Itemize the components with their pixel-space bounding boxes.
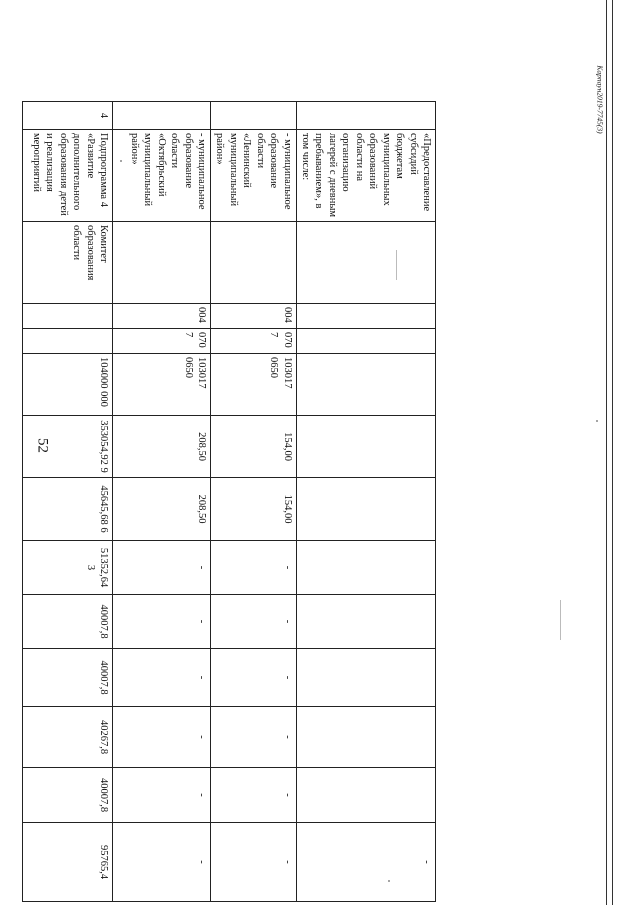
row-executor: [296, 222, 435, 304]
table-row: [23, 102, 113, 902]
row-grbs: [296, 304, 435, 329]
row-value-6: [296, 707, 435, 768]
row-value-6: 40267,8: [23, 707, 113, 768]
row-value-5: [296, 649, 435, 707]
row-value-3: -: [211, 541, 297, 595]
row-number: 4: [23, 102, 113, 130]
table-row: [296, 102, 435, 902]
table-row: [113, 102, 211, 902]
row-value-total: 208,50: [113, 416, 211, 478]
row-executor: Комитет образования области: [23, 222, 113, 304]
row-value-5: -: [211, 649, 297, 707]
row-executor: [211, 222, 297, 304]
row-rzpr: [23, 329, 113, 354]
row-value-8: -: [211, 823, 297, 902]
row-rzpr: 070 7: [211, 329, 297, 354]
row-value-3: -: [113, 541, 211, 595]
row-value-8: -: [296, 823, 435, 902]
row-rzpr: [296, 329, 435, 354]
row-value-total: 353054,92 9: [23, 416, 113, 478]
row-value-4: -: [211, 595, 297, 649]
budget-table-sheet: [30, 101, 436, 901]
scan-edge-line: [612, 0, 613, 905]
row-csr: [296, 354, 435, 416]
row-value-8: 95765,4: [23, 823, 113, 902]
row-value-2: [296, 478, 435, 541]
row-value-total: [296, 416, 435, 478]
scan-artifact: [560, 600, 561, 640]
row-value-4: 40007,8: [23, 595, 113, 649]
row-value-6: -: [211, 707, 297, 768]
row-csr: 103017 0650: [211, 354, 297, 416]
row-csr: 103017 0650: [113, 354, 211, 416]
row-name: - муниципальное образование области «Октябрьский муниципальный район»: [113, 130, 211, 222]
row-value-7: -: [113, 768, 211, 823]
scan-artifact: [388, 880, 390, 882]
row-number: [296, 102, 435, 130]
row-value-7: 40007,8: [23, 768, 113, 823]
row-number: [113, 102, 211, 130]
row-executor: [113, 222, 211, 304]
row-name: «Предоставление субсидий бюджетам муниципальных образований области на организацию лагерей с дневным пребыванием», в том числе:: [296, 130, 435, 222]
row-grbs: 004: [211, 304, 297, 329]
page-number: 52: [34, 438, 51, 453]
row-value-2: 208,50: [113, 478, 211, 541]
row-rzpr: 070 7: [113, 329, 211, 354]
row-value-2: 154,00: [211, 478, 297, 541]
document-stamp: Карпаун2019-7745(3): [595, 65, 605, 134]
row-value-5: -: [113, 649, 211, 707]
row-number: [211, 102, 297, 130]
scan-edge-line: [606, 0, 607, 905]
row-value-4: -: [113, 595, 211, 649]
scan-artifact: [396, 250, 397, 280]
row-value-3: 51352,64 3: [23, 541, 113, 595]
row-value-4: [296, 595, 435, 649]
row-name: - муниципальное образование области «Ленинский муниципальный район»: [211, 130, 297, 222]
row-value-7: -: [211, 768, 297, 823]
row-name: Подпрограмма 4 «Развитие дополнительного образования детей и реализация мероприятий: [23, 130, 113, 222]
table-row: [211, 102, 297, 902]
row-grbs: [23, 304, 113, 329]
row-value-5: 40007,8: [23, 649, 113, 707]
row-value-8: -: [113, 823, 211, 902]
row-value-3: [296, 541, 435, 595]
budget-table: [22, 101, 436, 902]
row-value-6: -: [113, 707, 211, 768]
scan-artifact: [120, 160, 122, 162]
row-value-2: 45645,68 6: [23, 478, 113, 541]
row-value-total: 154,00: [211, 416, 297, 478]
row-grbs: 004: [113, 304, 211, 329]
row-csr: 104000 000: [23, 354, 113, 416]
row-value-7: [296, 768, 435, 823]
scan-artifact: [596, 420, 598, 422]
